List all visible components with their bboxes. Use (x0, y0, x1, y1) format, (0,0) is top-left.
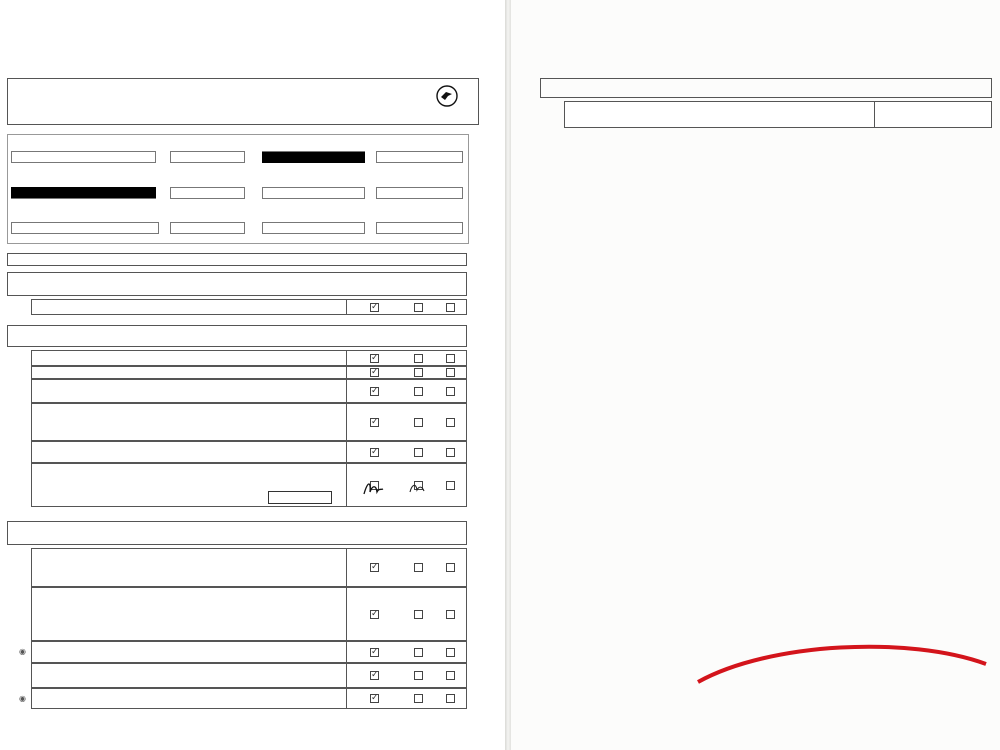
ok-check-mark: ✓ (371, 300, 379, 311)
checklist-item-text (35, 665, 335, 687)
checkbox-nonok[interactable] (414, 694, 423, 703)
ok-check-mark: ✓ (371, 366, 379, 376)
signature-scribble-2 (408, 480, 426, 496)
ok-check-mark: ✓ (371, 561, 379, 571)
section-header (7, 521, 467, 545)
ok-check-mark: ✓ (371, 415, 379, 426)
redacted-field (262, 152, 365, 163)
checkbox-nonok[interactable] (414, 418, 423, 427)
ok-check-mark: ✓ (371, 645, 379, 656)
ok-check-mark: ✓ (371, 351, 379, 362)
ok-check-mark: ✓ (371, 607, 379, 618)
section-header (7, 272, 467, 296)
checkbox-nonok[interactable] (414, 610, 423, 619)
checklist-item-text (35, 405, 315, 440)
signature-scribble (362, 476, 384, 498)
field-value (376, 222, 463, 234)
checkbox-elim[interactable] (446, 387, 455, 396)
checkbox-nonok[interactable] (414, 448, 423, 457)
ok-check-mark: ✓ (371, 384, 379, 395)
field-value (11, 151, 156, 163)
field-value (262, 222, 365, 234)
section-header (7, 325, 467, 347)
checkbox-nonok[interactable] (414, 648, 423, 657)
checkbox-nonok[interactable] (414, 563, 423, 572)
checkbox-elim[interactable] (446, 648, 455, 657)
checklist-item-text (35, 368, 335, 378)
field-value (11, 222, 159, 234)
checkbox-elim[interactable] (446, 610, 455, 619)
field-value (262, 187, 365, 199)
row-divider (346, 379, 347, 403)
field-value (376, 187, 463, 199)
row-divider (346, 299, 347, 315)
checklist-item-text (35, 381, 335, 402)
row-divider (346, 641, 347, 663)
checkbox-nonok[interactable] (414, 303, 423, 312)
inspection-title-bar (7, 253, 467, 266)
checkbox-elim[interactable] (446, 368, 455, 377)
row-divider (346, 403, 347, 441)
checklist-row (564, 101, 992, 128)
row-divider (346, 688, 347, 709)
row-divider (346, 587, 347, 641)
field-value (170, 187, 245, 199)
page-gutter (505, 0, 511, 750)
checkbox-elim[interactable] (446, 418, 455, 427)
ok-check-mark: ✓ (371, 692, 379, 702)
checklist-item-text (35, 589, 335, 640)
row-divider (874, 101, 875, 128)
checklist-item-text (35, 443, 335, 462)
checklist-item-text (35, 301, 335, 314)
checklist-item-text (35, 690, 335, 708)
row-divider (346, 366, 347, 379)
checkbox-elim[interactable] (446, 671, 455, 680)
row-divider (346, 548, 347, 587)
row-divider (346, 463, 347, 507)
section-header (540, 78, 992, 98)
checkbox-elim[interactable] (446, 354, 455, 363)
field-value (376, 151, 463, 163)
checkbox-elim[interactable] (446, 481, 455, 490)
row-marker-icon: ◉ (19, 693, 26, 703)
ok-check-mark: ✓ (371, 445, 379, 456)
row-divider (346, 441, 347, 463)
checkbox-nonok[interactable] (414, 671, 423, 680)
checklist-item-text (35, 643, 335, 662)
redacted-field (11, 187, 156, 198)
field-value (170, 151, 245, 163)
kit-expiry-box (268, 491, 332, 504)
row-marker-icon: ◉ (19, 647, 26, 656)
watermark-swoosh (690, 636, 990, 686)
row-divider (346, 663, 347, 688)
skoda-logo-icon (436, 85, 458, 107)
checkbox-elim[interactable] (446, 303, 455, 312)
checkbox-elim[interactable] (446, 694, 455, 703)
checklist-item-text (35, 550, 335, 586)
checkbox-nonok[interactable] (414, 354, 423, 363)
ok-check-mark: ✓ (371, 669, 379, 679)
field-value (170, 222, 245, 234)
document-header (7, 78, 479, 125)
checkbox-nonok[interactable] (414, 368, 423, 377)
checkbox-elim[interactable] (446, 563, 455, 572)
checklist-item-text (35, 352, 335, 365)
checkbox-nonok[interactable] (414, 387, 423, 396)
checkbox-elim[interactable] (446, 448, 455, 457)
row-divider (346, 350, 347, 366)
